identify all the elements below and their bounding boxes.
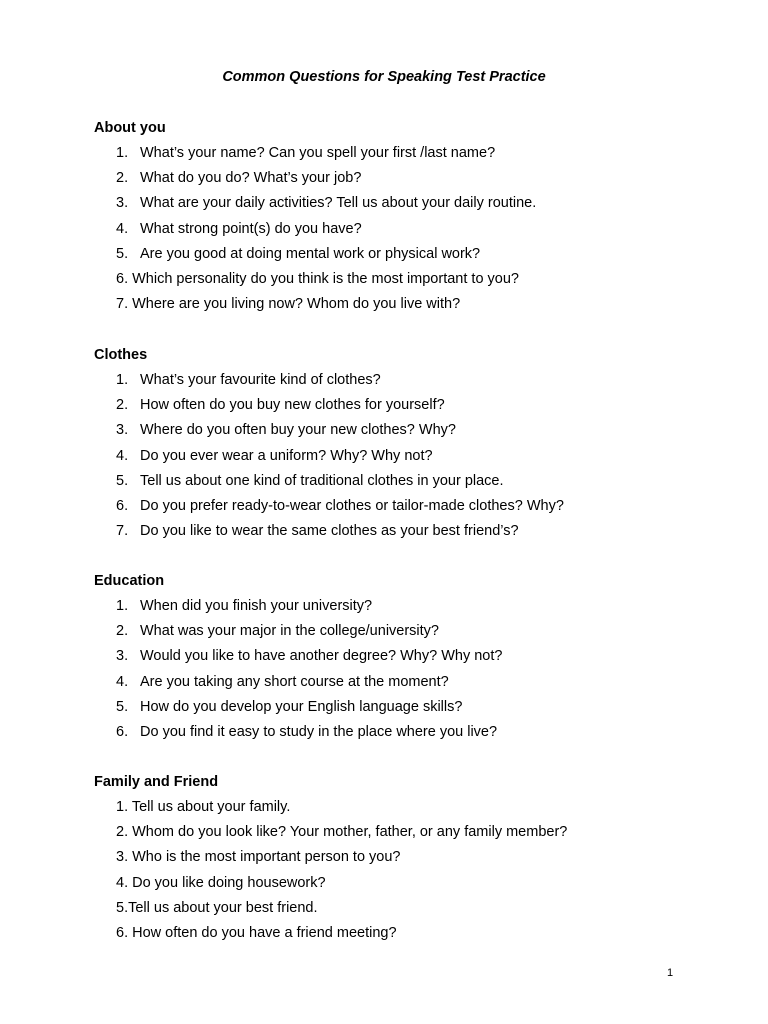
question-list <box>94 798 714 949</box>
question-item <box>94 522 714 547</box>
question-text: What’s your favourite kind of clothes? <box>140 372 381 388</box>
question-text: Do you prefer ready-to-wear clothes or tailor-made clothes? Why? <box>140 497 564 514</box>
question-text: Do you ever wear a uniform? Why? Why not? <box>140 447 433 464</box>
question-item <box>94 899 714 924</box>
question-text: What strong point(s) do you have? <box>140 220 362 237</box>
question-item <box>94 421 714 446</box>
section-clothes <box>94 346 714 547</box>
question-text: 1. Tell us about your family. <box>116 799 291 815</box>
question-text: 2. Whom do you look like? Your mother, father, or any family member? <box>116 824 568 841</box>
section-heading: Education <box>94 573 165 589</box>
question-text: When did you finish your university? <box>140 598 373 614</box>
question-number: 4. <box>116 220 129 237</box>
question-item <box>94 169 714 194</box>
question-text: Would you like to have another degree? Why? Why not? <box>140 648 503 665</box>
question-text: Are you taking any short course at the moment? <box>140 673 449 690</box>
question-number: 7. <box>116 523 129 540</box>
question-text: How do you develop your English language skills? <box>140 698 463 715</box>
question-list <box>94 597 714 748</box>
question-text: What are your daily activities? Tell us about your daily routine. <box>140 195 537 212</box>
question-number: 6. <box>116 723 129 740</box>
page-number: 1 <box>667 967 674 979</box>
question-item <box>94 823 714 848</box>
question-item <box>94 924 714 949</box>
question-number: 6. <box>116 497 129 514</box>
question-item <box>94 848 714 873</box>
question-item <box>94 194 714 219</box>
section-education <box>94 572 714 748</box>
section-heading: About you <box>94 120 166 136</box>
question-number: 4. <box>116 673 129 690</box>
question-text: 6. Which personality do you think is the most important to you? <box>116 270 519 287</box>
question-item <box>94 622 714 647</box>
question-text: What’s your name? Can you spell your first /last name? <box>140 145 496 161</box>
question-item <box>94 698 714 723</box>
section-family-and-friend <box>94 773 714 949</box>
question-item <box>94 597 714 622</box>
question-number: 1. <box>116 598 129 614</box>
question-text: How often do you buy new clothes for yourself? <box>140 397 445 414</box>
question-number: 3. <box>116 422 129 439</box>
question-item <box>94 497 714 522</box>
question-number: 1. <box>116 372 129 388</box>
question-text: 5.Tell us about your best friend. <box>116 899 318 916</box>
question-item <box>94 270 714 295</box>
question-item <box>94 245 714 270</box>
section-about-you <box>94 119 714 320</box>
question-item <box>94 447 714 472</box>
question-text: Tell us about one kind of traditional clothes in your place. <box>140 472 504 489</box>
question-item <box>94 371 714 396</box>
question-number: 2. <box>116 623 129 640</box>
question-item <box>94 673 714 698</box>
question-number: 4. <box>116 447 129 464</box>
question-text: Do you find it easy to study in the place where you live? <box>140 723 498 740</box>
question-item <box>94 472 714 497</box>
question-number: 2. <box>116 170 129 187</box>
question-number: 5. <box>116 472 129 489</box>
question-number: 5. <box>116 698 129 715</box>
question-item <box>94 798 714 823</box>
question-item <box>94 396 714 421</box>
question-list <box>94 144 714 320</box>
question-text: Where do you often buy your new clothes? Why? <box>140 422 456 439</box>
section-heading: Family and Friend <box>94 774 219 790</box>
question-text: 4. Do you like doing housework? <box>116 874 326 891</box>
question-text: 7. Where are you living now? Whom do you live with? <box>116 296 461 313</box>
question-item <box>94 874 714 899</box>
question-number: 5. <box>116 245 129 262</box>
question-number: 3. <box>116 648 129 665</box>
question-number: 3. <box>116 195 129 212</box>
question-text: 6. How often do you have a friend meeting? <box>116 924 397 941</box>
question-number: 1. <box>116 145 129 161</box>
question-text: 3. Who is the most important person to you? <box>116 849 401 866</box>
document-title: Common Questions for Speaking Test Practice <box>222 69 546 85</box>
question-number: 2. <box>116 397 129 414</box>
question-text: Do you like to wear the same clothes as your best friend’s? <box>140 523 519 540</box>
question-item <box>94 220 714 245</box>
question-text: What do you do? What’s your job? <box>140 170 362 187</box>
question-item <box>94 647 714 672</box>
question-item <box>94 295 714 320</box>
question-list <box>94 371 714 547</box>
question-text: Are you good at doing mental work or physical work? <box>140 245 481 262</box>
section-heading: Clothes <box>94 347 148 363</box>
question-text: What was your major in the college/university? <box>140 623 439 640</box>
question-item <box>94 723 714 748</box>
question-item <box>94 144 714 169</box>
